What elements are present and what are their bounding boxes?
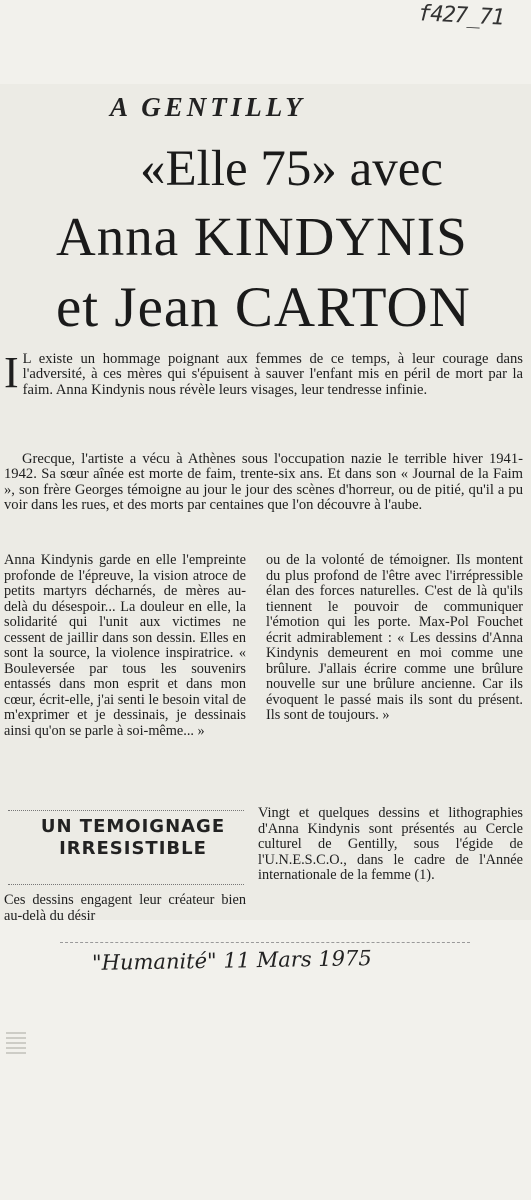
column-left: Anna Kindynis garde en elle l'empreinte profonde de l'épreuve, la vision atroce de petits martyrs décharnés, de mères au-delà du désespoir... La douleur en elle, la solidarité qui l'unit aux victimes ne cessent de jaillir dans son dessin. Elles en sont la source, la violence inspiratrice. « Bouleversée par tous les souvenirs entassés dans mon esprit et dans mon cœur, écrit-elle, j'ai senti le besoin vital de m'exprimer et je dessinais, je dessinais ainsi qu'on se parle à soi-même... » xyxy=(4,552,246,739)
body-paragraph-2: Grecque, l'artiste a vécu à Athènes sous l'occupation nazie le terrible hiver 1941-1942. Sa sœur aînée est morte de faim, trente-six ans. Et dans son « Journal de la Faim », son frère Georges témoigne au jour le jour des scènes d'horreur, ou de pitié, qu'il a pu voir dans les rues, et des morts par centaines que l'on découvre à l'aube. xyxy=(4,451,523,514)
article-kicker: A GENTILLY xyxy=(110,92,306,122)
lead-text: L existe un hommage poignant aux femmes de ce temps, à leur courage dans l'adversité, à ces mères qui s'épuisent à sauver l'enfant mis en péril de mort par la faim. Anna Kindynis nous révèle leurs visages, leur tendresse infinie. xyxy=(22,351,523,398)
archive-reference: f427_71 xyxy=(417,1,505,31)
scan-smudge xyxy=(6,1030,26,1054)
divider-top xyxy=(8,810,244,811)
divider-bottom xyxy=(8,884,244,885)
clipping-cut-line xyxy=(60,942,470,943)
column-right-final: Vingt et quelques dessins et lithographies d'Anna Kindynis sont présentés au Cercle culturel de Gentilly, sous l'égide de l'U.N.E.S.C.O., dans le cadre de l'Année internationale de la femme (1). xyxy=(258,805,523,883)
column-left-continued: Ces dessins engagent leur créateur bien au-delà du désir xyxy=(4,892,246,924)
handwritten-source-note: "Humanité" 11 Mars 1975 xyxy=(91,946,372,975)
drop-cap: I xyxy=(4,348,19,397)
headline-line-1: «Elle 75» avec xyxy=(140,141,444,197)
subheading: UN TEMOIGNAGE IRRESISTIBLE xyxy=(40,816,226,859)
headline-line-3: et Jean CARTON xyxy=(56,276,471,339)
headline-line-2: Anna KINDYNIS xyxy=(56,206,468,267)
lead-paragraph xyxy=(4,348,523,398)
column-right: ou de la volonté de témoigner. Ils montent du plus profond de l'être avec l'irrépressible élan des forces naturelles. C'est de là qu'ils tiennent le pouvoir de communiquer l'émotion qui les porte. Max-Pol Fouchet écrit admirablement : « Les dessins d'Anna Kindynis demeurent en moi comme une brûlure. J'allais écrire comme une brûlure nouvelle sur une brûlure ancienne. Car ils évoquent le passé mais ils sont du présent. Ils sont de toujours. » xyxy=(266,552,523,723)
